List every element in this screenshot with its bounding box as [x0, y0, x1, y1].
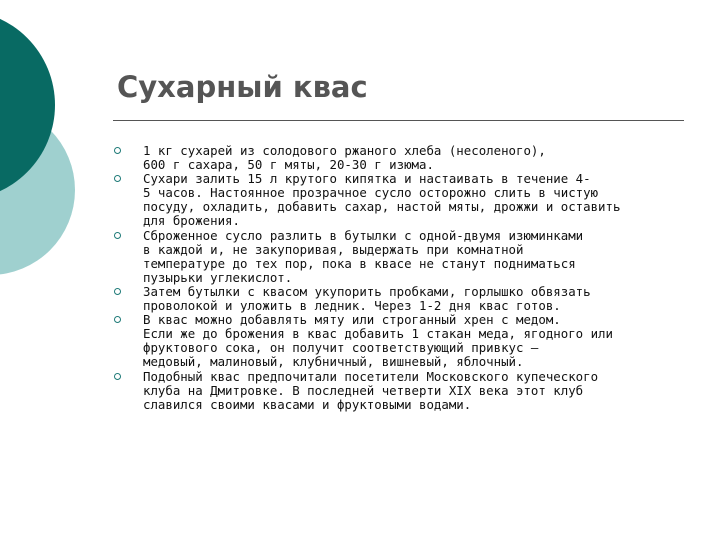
bullet-list	[113, 144, 693, 412]
hollow-circle-icon	[114, 232, 121, 239]
hollow-circle-icon	[114, 373, 121, 380]
list-item	[113, 313, 693, 369]
list-item	[113, 370, 693, 412]
decorative-circles	[0, 0, 120, 300]
list-item-text: В квас можно добавлять мяту или строганный хрен с медом. Если же до брожения в квас добавить 1 стакан меда, ягодного или фруктового сока, он получит соответствующий привкус — медовый, малиновый, клубничный, вишневый, яблочный.	[143, 312, 613, 370]
list-item-text: Сухари залить 15 л крутого кипятка и настаивать в течение 4- 5 часов. Настоянное прозрачное сусло осторожно слить в чистую посуду, охладить, добавить сахар, настой мяты, дрожжи и оставить для брожения.	[143, 171, 621, 229]
hollow-circle-icon	[114, 288, 121, 295]
list-item-text: Сброженное сусло разлить в бутылки с одной-двумя изюминками в каждой и, не закупоривая, выдержать при комнатной температуре до тех пор, пока в квасе не станут подниматься пузырьки углекислот.	[143, 227, 584, 285]
list-item-text: 1 кг сухарей из солодового ржаного хлеба (несоленого), 600 г сахара, 50 г мяты, 20-30 г изюма.	[143, 143, 546, 173]
list-item	[113, 229, 693, 285]
hollow-circle-icon	[114, 147, 121, 154]
slide-title: Сухарный квас	[117, 70, 368, 104]
hollow-circle-icon	[114, 175, 121, 182]
list-item	[113, 144, 693, 172]
title-divider	[113, 120, 684, 121]
list-item-text: Подобный квас предпочитали посетители Московского купеческого клуба на Дмитровке. В последней четверти XIX века этот клуб славился своими квасами и фруктовыми водами.	[143, 368, 599, 412]
list-item-text: Затем бутылки с квасом укупорить пробками, горлышко обвязать проволокой и уложить в ледник. Через 1-2 дня квас готов.	[143, 283, 591, 314]
list-item	[113, 285, 693, 313]
hollow-circle-icon	[114, 316, 121, 323]
list-item	[113, 172, 693, 228]
